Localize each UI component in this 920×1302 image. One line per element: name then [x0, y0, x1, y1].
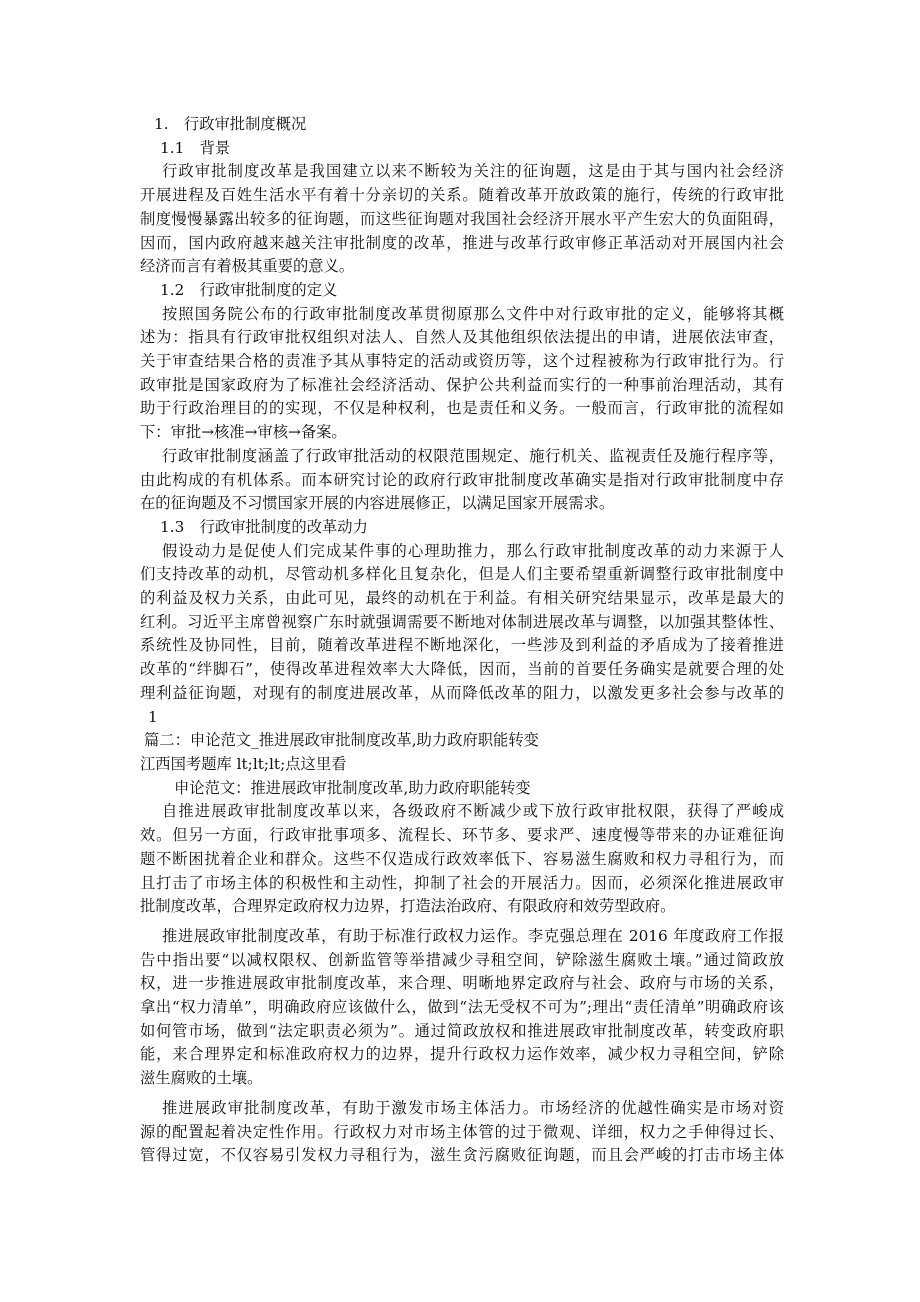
text-line: 推进展政审批制度改革，有助于标准行政权力运作。李克强总理在 2016 年度政府工作报	[162, 926, 784, 945]
text-line: 开展进程及百姓生活水平有着十分亲切的关系。随着改革开放政策的施行，传统的行政审批	[140, 186, 784, 205]
text-line: 告中指出要“以减权限权、创新监管等举措减少寻租空间，铲除滋生腐败土壤。”通过简政放	[140, 950, 784, 969]
text-line: 拿出“权力清单”，明确政府应该做什么，做到“法无受权不可为”;理出“责任清单”明确政府该	[140, 998, 784, 1017]
text-line: 下：审批→核准→审核→备案。	[140, 423, 347, 442]
paragraph-part2-market	[140, 1097, 784, 1168]
essay-subtitle: 申论范文：推进展政审批制度改革,助力政府职能转变	[174, 778, 531, 797]
text-line: 题不断困扰着企业和群众。这些不仅造成行政效率低下、容易滋生腐败和权力寻租行为，而	[140, 849, 784, 868]
text-line: 假设动力是促使人们完成某件事的心理助推力，那么行政审批制度改革的动力来源于人	[162, 541, 784, 560]
page-number: 1	[148, 707, 158, 726]
text-line: 系统性及协同性，目前，随着改革进程不断地深化，一些涉及到利益的矛盾成为了接着推进	[140, 636, 784, 655]
text-line: 行政审批制度改革是我国建立以来不断较为关注的征询题，这是由于其与国内社会经济	[162, 162, 784, 181]
text-line: 政审批是国家政府为了标准社会经济活动、保护公共利益而实行的一种事前治理活动，其有	[140, 375, 784, 394]
text-line: 管得过宽，不仅容易引发权力寻租行为，滋生贪污腐败征询题，而且会严峻的打击市场主体	[140, 1146, 784, 1165]
text-line: 们支持改革的动机，尽管动机多样化且复杂化，但是人们主要希望重新调整行政审批制度中	[140, 565, 784, 584]
subsection-heading-motivation: 1.3 行政审批制度的改革动力	[160, 517, 368, 536]
subsection-heading-definition: 1.2 行政审批制度的定义	[160, 280, 338, 299]
paragraph-motivation	[140, 540, 784, 706]
text-line: 关于审查结果合格的责准予其从事特定的活动或资历等，这个过程被称为行政审批行为。行	[140, 352, 784, 371]
text-line: 如何管市场，做到“法定职责必须为”。通过简政放权和推进展政审批制度改革，转变政府职	[140, 1021, 784, 1040]
text-line: 因而，国内政府越来越关注审批制度的改革，推进与改革行政审修正革活动对开展国内社会	[140, 233, 784, 252]
text-line: 制度慢慢暴露出较多的征询题，而这些征询题对我国社会经济开展水平产生宏大的负面阻碍，	[140, 209, 784, 228]
text-line: 源的配置起着决定性作用。行政权力对市场主体管的过于微观、详细，权力之手伸得过长、	[140, 1122, 784, 1141]
subsection-heading-background: 1.1 背景	[160, 138, 231, 157]
text-line: 助于行政治理目的的实现，不仅是种权利，也是责任和义务。一般而言，行政审批的流程如	[140, 399, 784, 418]
text-line: 由此构成的有机体系。而本研究讨论的政府行政审批制度改革确实是指对行政审批制度中存	[140, 470, 784, 489]
text-line: 述为：指具有行政审批权组织对法人、自然人及其他组织依法提出的申请，进展依法审查，	[140, 328, 784, 347]
text-line: 红利。习近平主席曾视察广东时就强调需要不断地对体制进展改革与调整，以加强其整体性、	[140, 612, 784, 631]
text-line: 推进展政审批制度改革，有助于激发市场主体活力。市场经济的优越性确实是市场对资	[162, 1098, 784, 1117]
paragraph-definition	[140, 303, 784, 445]
paragraph-background	[140, 160, 784, 279]
text-line: 效。但另一方面，行政审批事项多、流程长、环节多、要求严、速度慢等带来的办证难征询	[140, 826, 784, 845]
text-line: 行政审批制度涵盖了行政审批活动的权限范围规定、施行机关、监视责任及施行程序等，	[162, 446, 784, 465]
text-line: 且打击了市场主体的积极性和主动性，抑制了社会的开展活力。因而，必须深化推进展政审	[140, 873, 784, 892]
text-line: 按照国务院公布的行政审批制度改革贯彻原那么文件中对行政审批的定义，能够将其概	[162, 304, 784, 323]
paragraph-system	[140, 445, 784, 516]
section-heading-1: 1. 行政审批制度概况	[154, 115, 307, 133]
text-line: 权，进一步推进展政审批制度改革，来合理、明晰地界定政府与社会、政府与市场的关系，	[140, 974, 784, 993]
text-line: 改革的“绊脚石”，使得改革进程效率大大降低，因而，当前的首要任务确实是就要合理的处	[140, 660, 784, 679]
text-line: 能，来合理界定和标准政府权力的边界，提升行政权力运作效率，减少权力寻租空间，铲除	[140, 1045, 784, 1064]
paragraph-part2-intro	[140, 800, 784, 919]
paragraph-part2-power	[140, 925, 784, 1091]
text-line: 批制度改革，合理界定政府权力边界，打造法治政府、有限政府和效劳型政府。	[140, 897, 676, 916]
part-two-title: 篇二：申论范文_推进展政审批制度改革,助力政府职能转变	[144, 731, 539, 750]
text-line: 的利益及权力关系，由此可见，最终的动机在于利益。有相关研究结果显示，改革是最大的	[140, 589, 784, 608]
text-line: 理利益征询题，对现有的制度进展改革，从而降低改革的阻力，以激发更多社会参与改革的	[140, 683, 784, 702]
text-line: 滋生腐败的土壤。	[140, 1069, 263, 1088]
document-page	[140, 113, 784, 1168]
text-line: 自推进展政审批制度改革以来，各级政府不断减少或下放行政审批权限，获得了严峻成	[162, 802, 784, 821]
text-line: 经济而言有着极其重要的意义。	[140, 257, 355, 276]
text-line: 在的征询题及不习惯国家开展的内容进展修正，以满足国家开展需求。	[140, 494, 615, 513]
question-bank-link[interactable]: 江西国考题库 lt;lt;lt;点这里看	[140, 754, 347, 773]
